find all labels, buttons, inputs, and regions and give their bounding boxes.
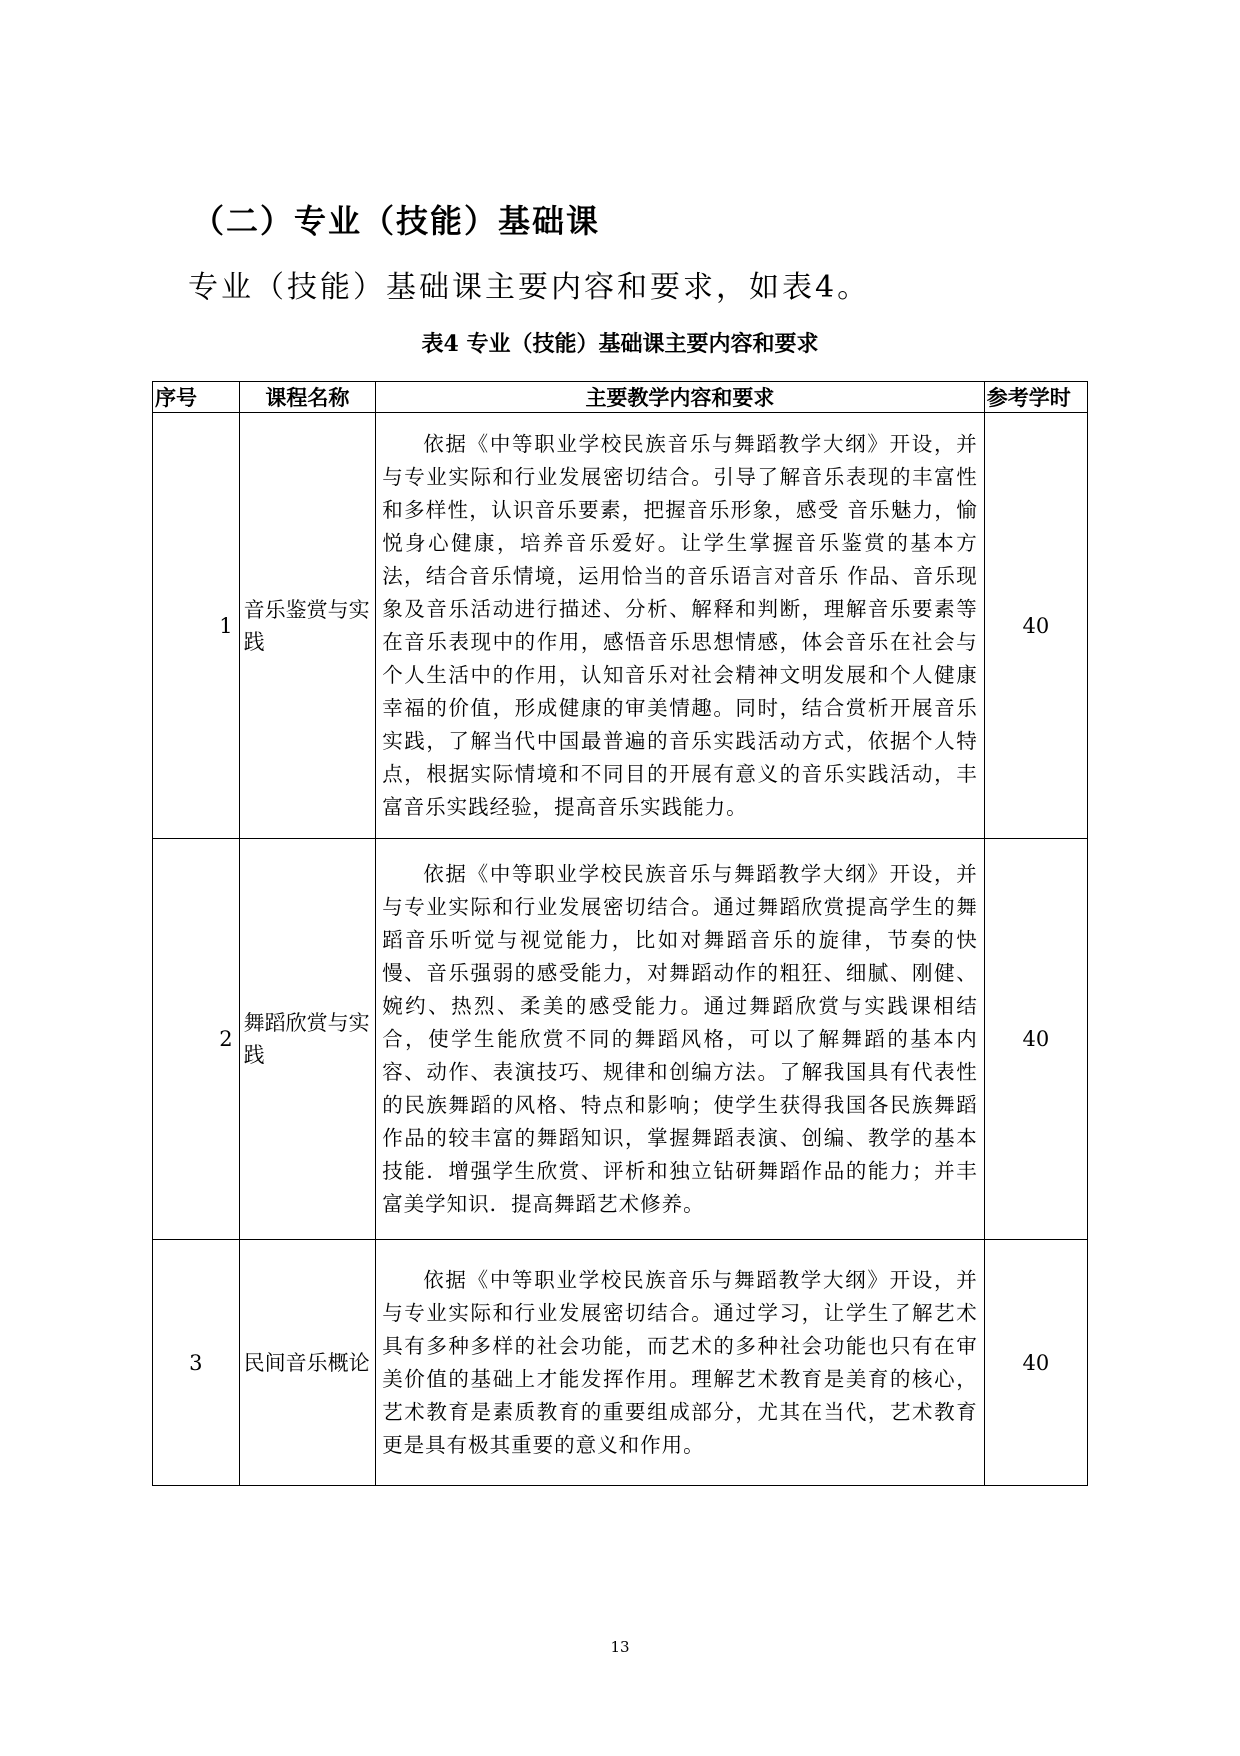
table-row — [153, 1240, 1088, 1486]
row-seq: 2 — [153, 839, 240, 1240]
row-content: 依据《中等职业学校民族音乐与舞蹈教学大纲》开设，并与专业实际和行业发展密切结合。通过舞蹈欣赏提高学生的舞蹈音乐听觉与视觉能力，比如对舞蹈音乐的旋律，节奏的快慢、音乐强弱的感受能力，对舞蹈动作的粗狂、细腻、刚健、婉约、热烈、柔美的感受能力。通过舞蹈欣赏与实践课相结合，使学生能欣赏不同的舞蹈风格，可以了解舞蹈的基本内容、动作、表演技巧、规律和创编方法。了解我国具有代表性的民族舞蹈的风格、特点和影响；使学生获得我国各民族舞蹈作品的较丰富的舞蹈知识，掌握舞蹈表演、创编、教学的基本技能．增强学生欣赏、评析和独立钻研舞蹈作品的能力；并丰富美学知识．提高舞蹈艺术修养。 — [376, 839, 985, 1240]
intro-paragraph: 专业（技能）基础课主要内容和要求，如表4。 — [188, 270, 871, 305]
row-hours: 40 — [984, 1240, 1087, 1486]
table-row — [153, 839, 1088, 1240]
table-caption: 表4 专业（技能）基础课主要内容和要求 — [421, 331, 819, 357]
header-content: 主要教学内容和要求 — [376, 382, 985, 413]
row-content: 依据《中等职业学校民族音乐与舞蹈教学大纲》开设，并与专业实际和行业发展密切结合。引导了解音乐表现的丰富性和多样性，认识音乐要素，把握音乐形象，感受 音乐魅力，愉悦身心健康，培养音乐爱好。让学生掌握音乐鉴赏的基本方法，结合音乐情境，运用恰当的音乐语言对音乐 作品、音乐现象及音乐活动进行描述、分析、解释和判断，理解音乐要素等在音乐表现中的作用，感悟音乐思想情感，体会音乐在社会与个人生活中的作用，认知音乐对社会精神文明发展和个人健康幸福的价值，形成健康的审美情趣。同时，结合赏析开展音乐实践，了解当代中国最普遍的音乐实践活动方式，依据个人特点，根据实际情境和不同目的开展有意义的音乐实践活动，丰富音乐实践经验，提高音乐实践能力。 — [376, 413, 985, 839]
row-hours: 40 — [984, 839, 1087, 1240]
row-seq: 3 — [153, 1240, 240, 1486]
page-number: 13 — [610, 1638, 630, 1656]
row-content: 依据《中等职业学校民族音乐与舞蹈教学大纲》开设，并与专业实际和行业发展密切结合。通过学习，让学生了解艺术具有多种多样的社会功能，而艺术的多种社会功能也只有在审美价值的基础上才能发挥作用。理解艺术教育是美育的核心，艺术教育是素质教育的重要组成部分，尤其在当代，艺术教育更是具有极其重要的意义和作用。 — [376, 1240, 985, 1486]
row-seq: 1 — [153, 413, 240, 839]
header-hours: 参考学时 — [984, 382, 1087, 413]
row-course-name: 音乐鉴赏与实践 — [239, 413, 376, 839]
table-row — [153, 413, 1088, 839]
row-course-name: 舞蹈欣赏与实践 — [239, 839, 376, 1240]
header-course-name: 课程名称 — [239, 382, 376, 413]
row-course-name: 民间音乐概论 — [239, 1240, 376, 1486]
table-header-row — [153, 382, 1088, 413]
row-hours: 40 — [984, 413, 1087, 839]
section-heading: （二）专业（技能）基础课 — [192, 202, 601, 240]
header-seq: 序号 — [153, 382, 240, 413]
course-table — [152, 381, 1088, 1486]
